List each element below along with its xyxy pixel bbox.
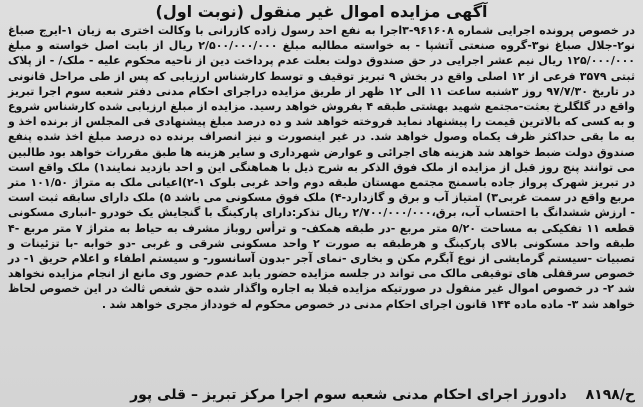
notice-body: در خصوص پرونده اجرایی شماره ۹۶۱۶۰۸-۳اجرا به نفع احد رسول زاده کازرانی با وکالت اختری به زیان ۱-ایرج صباغ نو۲-جلال صباغ نو۳-گروه صنعتی آتشپا - به خواسته مطالبه مبلغ ۲/۵۰۰/۰۰۰/۰۰۰ ریال از بابت اصل خواسته و مبلغ ۱۲۵/۰۰۰/۰۰۰ ریال نیم عشر اجرایی در حق صندوق دولت بعلت عدم پرداخت دین از ناحیه محکوم علیه - ملک/ - از پلاک ثبتی ۳۵۷۹ فرعی از ۱۲ اصلی واقع در بخش ۹ تبریز توقیف و توسط کارشناس ارزیابی که پس از طی مراحل قانونی در تاریخ ۹۷/۷/۳۰ روز ۳شنبه ساعت ۱۱ الی ۱۲ ظهر از طریق مزایده دراجرای احکام مدنی دفتر شعبه سوم اجرا تبریز واقع در گلگلرخ بعثت-مجتمع شهید بهشتی طبقه ۴ بفروش خواهد رسید. مزایده از مبلغ ارزیابی شده کارشناس شروع و به کسی که بالاترین قیمت را پیشنهاد نماید فروخته خواهد شد و ده درصد مبلغ پیشنهادی فی المجلس از برنده اخذ و به ما بقی حداکثر ظرف یکماه وصول خواهد شد. در غیر اینصورت و نیز انصراف برنده ده درصد مبلغ اخذ شده پنفع صندوق دولت ضبط خواهد شد هزینه های اجرائی و عوارض شهرداری و سایر هزینه ها طبق مقررات خواهد بود طالبین می توانند پنج روز قبل از مزایده از ملک فوق الذکر به شرح ذیل با هماهنگی این و احد بازدید نمایند۱) ملک واقع است در تبریز شهرک پرواز جاده باسمنج مجتمع مهستان طبقه دوم واحد غربی بلوک ۱-۲)اعیانی ملک به متراژ ۱۰۱/۵۰ متر مربع واقع در سمت غربی۳) امتیاز آب و برق و گازدارد-۴) ملک فوق مسکونی می باشد ۵) ملک دارای سابقه ثبت است - ارزش ششدانگ با احتساب آب، برق،۲/۷۰۰/۰۰۰/۰۰۰ ریال تذکر:دارای پارکینگ با گنجایش یک خودرو -انباری مسکونی قطعه ۱۱ تفکیکی به مساحت ۵/۲۰ متر مربع -در طبقه همکف- و ترأس روباز مشرف به حیاط به متراژ ۷ متر مربع -۴ طبقه واحد مسکونی بالای پارکینگ و هرطبقه به صورت ۲ واحد مسکونی شرقی و غربی -دو خوابه -با تزئینات و تصبیات -سیستم گرمایشی از نوع آبگرم مکن و بخاری -نمای آجر -بدون آسانسور- و سیستم اطفاء و اعلام حریق ۱- در خصوص سرقفلی های توقیفی مالک می تواند در جلسه مزایده حضور یابد عدم حضور وی مانع از انجام مزایده نخواهد شد ۲- در خصوص اموال غیر منقول در صورتیکه مزایده قبلا به اجاره واگذار شده حق شغص ثالث در این خصوص لحاظ خواهد شد ۳- ماده ماده ۱۴۴ قانون اجرای احکام مدنی در خصوص محکوم له خودداز مجری خواهد شد . [8,24,636,311]
signature-code: ح/۸۱۹۸ [585,387,635,403]
notice-signature [10,386,635,404]
signature-text: دادورز اجرای احکام مدنی شعبه سوم اجرا مرکز تبریز – قلی پور [130,387,567,403]
notice-title: آگهی مزایده اموال غیر منقول (نوبت اول) [155,2,488,21]
